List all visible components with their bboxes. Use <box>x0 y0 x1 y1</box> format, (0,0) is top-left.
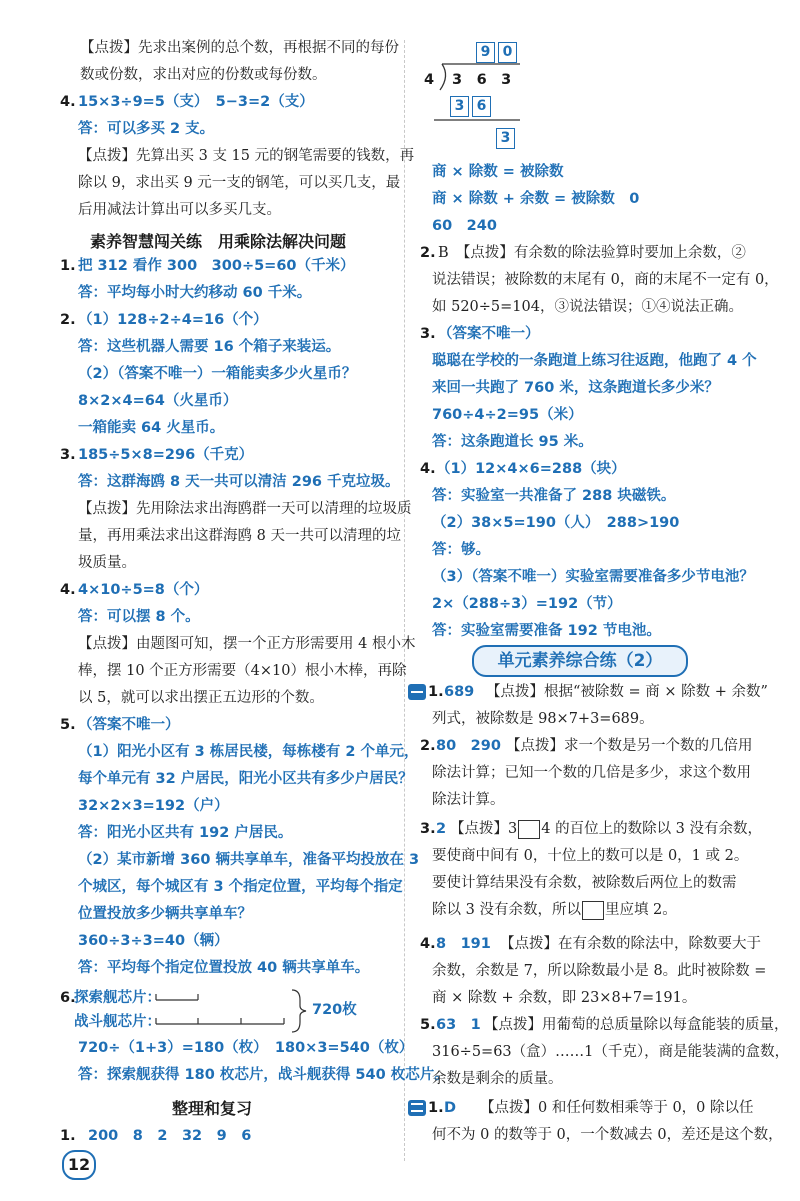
tip-suffix: 里应填 2。 <box>604 902 677 918</box>
question-number: 2. <box>420 245 436 261</box>
answer-expression: （1）12×4×6=288（块） <box>436 461 626 477</box>
answer-question: （1）阳光小区有 3 栋居民楼，每栋楼有 2 个单元， <box>78 744 419 760</box>
tip-line: 余数是剩余的质量。 <box>432 1071 563 1087</box>
answer-text: 答：够。 <box>432 542 490 558</box>
tip-line: 数或份数，求出对应的份数或每份数。 <box>80 67 327 83</box>
answer-text: 答：平均每个指定位置投放 40 辆共享单车。 <box>78 960 370 976</box>
diagram-total: 720枚 <box>312 1002 357 1018</box>
answer-expression: 360÷3÷3=40（辆） <box>78 933 229 949</box>
answer-note: （答案不唯一） <box>78 717 180 733</box>
divisor: 4 <box>424 72 435 88</box>
answer-question: 来回一共跑了 760 米，这条跑道长多少米？ <box>432 380 719 396</box>
tip-prefix: 除以 3 没有余数，所以 <box>432 902 581 918</box>
question-number: 3. <box>60 447 76 463</box>
answer-value: 8 191 <box>436 936 491 952</box>
question-number: 4. <box>60 582 76 598</box>
tip-line: 【点拨】0 和任何数相乘等于 0，0 除以任 <box>480 1100 754 1116</box>
question-number: 3. <box>420 326 436 342</box>
tip-line: 【点拨】先求出案例的总个数，再根据不同的每份 <box>80 40 399 56</box>
dividend: 3 6 3 <box>452 72 512 88</box>
answer-expression: （1）128÷2÷4=16（个） <box>78 312 268 328</box>
formula: 商 × 除数 + 余数 = 被除数 0 <box>432 191 640 207</box>
answer-question: （3）（答案不唯一）实验室需要准备多少节电池？ <box>432 569 754 585</box>
tip-line: 说法错误；被除数的末尾有 0，商的末尾不一定有 0， <box>432 272 779 288</box>
blank-box <box>582 901 604 920</box>
question-number: 2. <box>60 312 76 328</box>
answer-expression: 32×2×3=192（户） <box>78 798 229 814</box>
answer-expression: 2×（288÷3）=192（节） <box>432 596 622 612</box>
answer-values: 60 240 <box>432 218 497 234</box>
tip-line: 量，再用乘法求出这群海鸥 8 天一共可以清理的垃 <box>78 528 401 544</box>
answer-question: （2）某市新增 360 辆共享单车，准备平均投放在 3 <box>78 852 420 868</box>
remainder-digit: 3 <box>496 128 515 149</box>
question-number: 3. <box>420 821 436 837</box>
answer-value: 2 <box>436 821 447 837</box>
answer-values: 200 8 2 32 9 6 <box>88 1128 252 1144</box>
subtract-digit: 6 <box>472 96 491 117</box>
tip-line: 棒，摆 10 个正方形需要（4×10）根小木棒，再除 <box>78 663 407 679</box>
answer-expression: 把 312 看作 300 300÷5=60（千米） <box>78 258 355 274</box>
question-number: 4. <box>60 94 76 110</box>
quotient-digit: 0 <box>498 42 517 63</box>
answer-text: 答：实验室一共准备了 288 块磁铁。 <box>432 488 676 504</box>
tip-line: 除法计算；已知一个数的几倍是多少，求这个数用 <box>432 765 751 781</box>
question-number: 1. <box>428 684 444 700</box>
answer-question: 每个单元有 32 户居民，阳光小区共有多少户居民？ <box>78 771 413 787</box>
tip-line: 要使计算结果没有余数，被除数后两位上的数需 <box>432 875 737 891</box>
diagram-label: 探索舰芯片： <box>74 990 161 1006</box>
question-number: 4. <box>420 936 436 952</box>
quotient-digit: 9 <box>476 42 495 63</box>
answer-question: （2）（答案不唯一）一箱能卖多少火星币？ <box>78 366 357 382</box>
question-number: 4. <box>420 461 436 477</box>
section-heading: 素养智慧闯关练 用乘除法解决问题 <box>90 232 347 251</box>
blank-box <box>518 820 540 839</box>
subtract-digit: 3 <box>450 96 469 117</box>
part-one-badge <box>408 684 426 700</box>
page-number: 12 <box>62 1150 96 1180</box>
answer-text: 答：探索舰获得 180 枚芯片，战斗舰获得 540 枚芯片。 <box>78 1067 449 1083</box>
tip-line: 【点拨】先算出买 3 支 15 元的钢笔需要的钱数，再 <box>78 148 415 164</box>
question-number: 5. <box>420 1017 436 1033</box>
answer-question: 聪聪在学校的一条跑道上练习往返跑，他跑了 4 个 <box>432 353 757 369</box>
tip-line: 以 5，就可以求出摆正五边形的个数。 <box>78 690 324 706</box>
answer-expression: 185÷5×8=296（千克） <box>78 447 254 463</box>
question-number: 5. <box>60 717 76 733</box>
answer-text: 答：这群海鸥 8 天一共可以清洁 296 千克垃圾。 <box>78 474 400 490</box>
answer-question: 个城区，每个城区有 3 个指定位置，平均每个指定 <box>78 879 403 895</box>
answer-text: 一箱能卖 64 火星币。 <box>78 420 225 436</box>
answer-text: 答：阳光小区共有 192 户居民。 <box>78 825 293 841</box>
answer-text: 答：这些机器人需要 16 个箱子来装运。 <box>78 339 341 355</box>
answer-text: 答：可以多买 2 支。 <box>78 121 215 137</box>
formula: 商 × 除数 = 被除数 <box>432 164 564 180</box>
answer-expression: 720÷（1+3）=180（枚） 180×3=540（枚） <box>78 1040 414 1056</box>
tip-line: 列式，被除数是 98×7+3=689。 <box>432 711 654 727</box>
tip-line: 圾质量。 <box>78 555 136 571</box>
tip-line <box>432 900 677 920</box>
tip-line: 余数，余数是 7，所以除数最小是 8。此时被除数 = <box>432 963 767 979</box>
tip-prefix: 【点拨】3 <box>450 821 518 837</box>
tip-line <box>450 819 762 839</box>
question-number: 6. <box>60 990 76 1006</box>
answer-expression: （2）38×5=190（人） 288>190 <box>432 515 680 531</box>
answer-text: 答：可以摆 8 个。 <box>78 609 200 625</box>
diagram-label: 战斗舰芯片： <box>74 1014 161 1030</box>
tip-line: 【点拨】由题图可知，摆一个正方形需要用 4 根小木 <box>78 636 416 652</box>
question-number: 1. <box>60 258 76 274</box>
tip-line: 【点拨】在有余数的除法中，除数要大于 <box>500 936 761 952</box>
column-divider <box>404 40 405 1161</box>
answer-question: 位置投放多少辆共享单车？ <box>78 906 252 922</box>
tip-line: B 【点拨】有余数的除法验算时要加上余数，② <box>438 245 746 261</box>
unit-title: 单元素养综合练（2） <box>472 645 688 677</box>
question-number: 2. <box>420 738 436 754</box>
tip-line: 何不为 0 的数等于 0，一个数减去 0，差还是这个数， <box>432 1127 783 1143</box>
answer-expression: 8×2×4=64（火星币） <box>78 393 238 409</box>
part-two-badge <box>408 1100 426 1116</box>
tip-line: 要使商中间有 0，十位上的数可以是 0，1 或 2。 <box>432 848 749 864</box>
tip-line: 【点拨】求一个数是另一个数的几倍用 <box>506 738 753 754</box>
tip-line: 商 × 除数 + 余数，即 23×8+7=191。 <box>432 990 697 1006</box>
tip-suffix: 4 的百位上的数除以 3 没有余数， <box>541 821 763 837</box>
tip-line: 除法计算。 <box>432 792 505 808</box>
answer-value: 63 1 <box>436 1017 481 1033</box>
question-number: 1. <box>60 1128 76 1144</box>
answer-expression: 15×3÷9=5（支） 5−3=2（支） <box>78 94 314 110</box>
answer-value: D <box>444 1100 457 1116</box>
tip-line: 除以 9，求出买 9 元一支的钢笔，可以买几支，最 <box>78 175 401 191</box>
tip-line: 如 520÷5=104，③说法错误；①④说法正确。 <box>432 299 743 315</box>
question-number: 1. <box>428 1100 444 1116</box>
answer-expression: 4×10÷5=8（个） <box>78 582 209 598</box>
section-heading: 整理和复习 <box>172 1099 253 1118</box>
answer-text: 答：这条跑道长 95 米。 <box>432 434 593 450</box>
answer-value: 689 <box>444 684 475 700</box>
tip-line: 【点拨】用葡萄的总质量除以每盒能装的质量， <box>484 1017 789 1033</box>
tip-line: 【点拨】先用除法求出海鸥群一天可以清理的垃圾质 <box>78 501 412 517</box>
answer-expression: 760÷4÷2=95（米） <box>432 407 583 423</box>
answer-value: 80 290 <box>436 738 501 754</box>
tip-line: 【点拨】根据“被除数 = 商 × 除数 + 余数” <box>486 684 768 700</box>
tip-line: 后用减法计算出可以多买几支。 <box>78 202 281 218</box>
segment-diagram <box>154 984 314 1034</box>
answer-text: 答：平均每小时大约移动 60 千米。 <box>78 285 312 301</box>
answer-note: （答案不唯一） <box>438 326 540 342</box>
answer-text: 答：实验室需要准备 192 节电池。 <box>432 623 661 639</box>
tip-line: 316÷5=63（盒）……1（千克），商是能装满的盒数， <box>432 1044 790 1060</box>
